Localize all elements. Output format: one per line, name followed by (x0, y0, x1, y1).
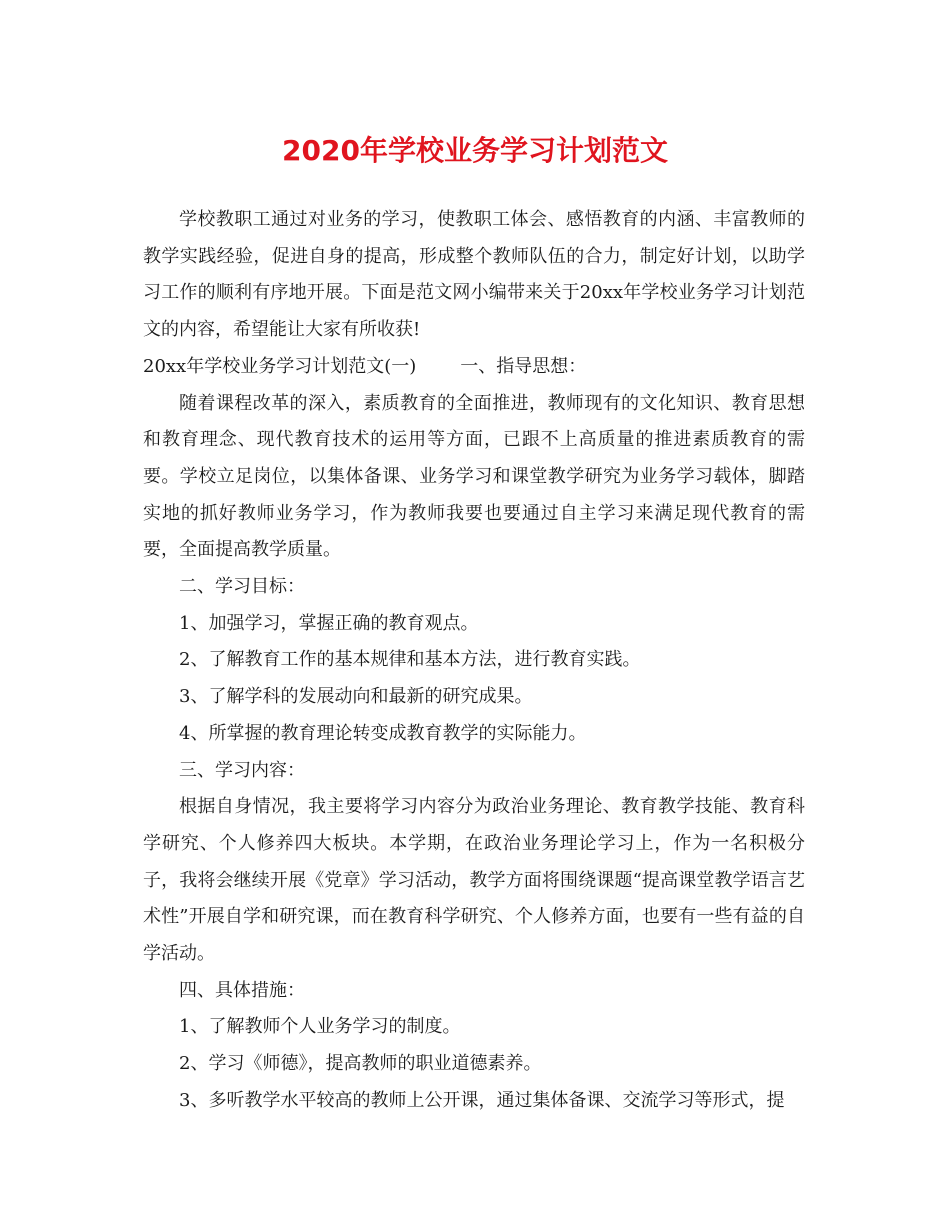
content-paragraph: 根据自身情况，我主要将学习内容分为政治业务理论、教育教学技能、教育科学研究、个人修养四大板块。本学期，在政治业务理论学习上，作为一名积极分子，我将会继续开展《党章》学习活动，教学方面将围绕课题“提高课堂教学语言艺术性”开展自学和研究课，而在教育科学研究、个人修养方面，也要有一些有益的自学活动。 (143, 796, 805, 965)
section-subheading (143, 349, 805, 386)
goal-item: 3、了解学科的发展动向和最新的研究成果。 (179, 686, 533, 708)
measures-heading: 四、具体措施： (179, 979, 305, 1001)
content-heading: 三、学习内容： (179, 759, 305, 781)
plan-subtitle: 20xx年学校业务学习计划范文(一) (143, 355, 417, 377)
goal-item: 2、了解教育工作的基本规律和基本方法，进行教育实践。 (179, 649, 641, 671)
measure-item: 3、多听教学水平较高的教师上公开课，通过集体备课、交流学习等形式，提 (179, 1089, 785, 1111)
guiding-paragraph: 随着课程改革的深入，素质教育的全面推进，教师现有的文化知识、教育思想和教育理念、现代教育技术的运用等方面，已跟不上高质量的推进素质教育的需要。学校立足岗位，以集体备课、业务学习和课堂教学研究为业务学习载体，脚踏实地的抓好教师业务学习，作为教师我要也要通过自主学习来满足现代教育的需要，全面提高教学质量。 (143, 392, 805, 561)
document-title: 2020年学校业务学习计划范文 (282, 134, 668, 167)
intro-paragraph: 学校教职工通过对业务的学习，使教职工体会、感悟教育的内涵、丰富教师的教学实践经验，促进自身的提高，形成整个教师队伍的合力，制定好计划，以助学习工作的顺利有序地开展。下面是范文网小编带来关于20xx年学校业务学习计划范文的内容，希望能让大家有所收获! (143, 209, 805, 341)
guiding-heading: 一、指导思想： (460, 355, 587, 377)
measure-item: 1、了解教师个人业务学习的制度。 (179, 1016, 461, 1038)
document-body (143, 202, 805, 1120)
goal-item: 1、加强学习，掌握正确的教育观点。 (179, 612, 479, 634)
measure-item: 2、学习《师德》，提高教师的职业道德素养。 (179, 1053, 542, 1075)
goal-item: 4、所掌握的教育理论转变成教育教学的实际能力。 (179, 722, 587, 744)
goals-heading: 二、学习目标： (179, 576, 305, 598)
